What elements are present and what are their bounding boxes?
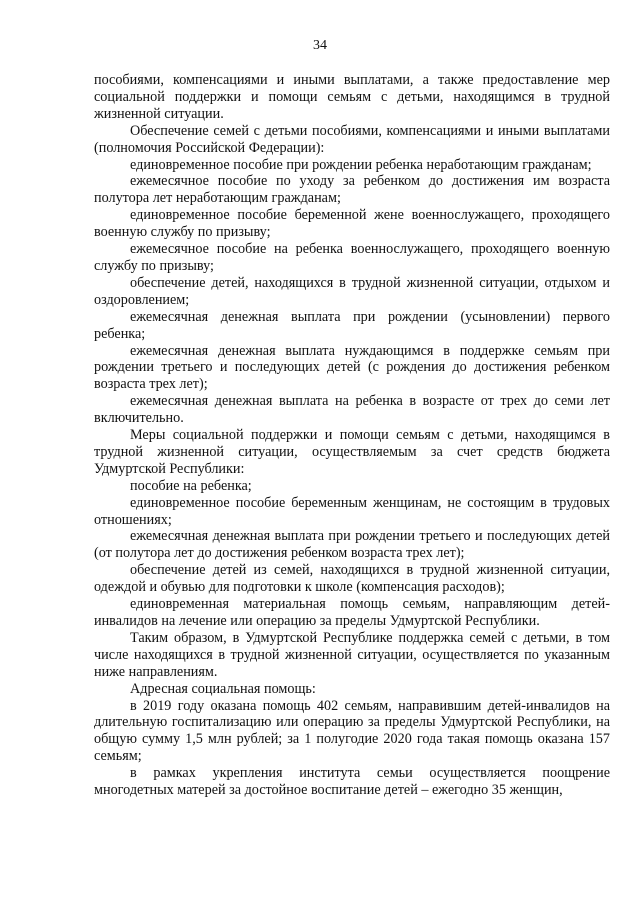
paragraph: Таким образом, в Удмуртской Республике поддержка семей с детьми, в том числе находящихся в трудной жизненной ситуации, осуществляется по указанным ниже направлениям. bbox=[94, 629, 610, 680]
list-item: единовременное пособие беременным женщинам, не состоящим в трудовых отношениях; bbox=[94, 494, 610, 528]
list-item: ежемесячное пособие по уходу за ребенком до достижения им возраста полутора лет неработающим гражданам; bbox=[94, 173, 610, 207]
list-item: ежемесячная денежная выплата нуждающимся в поддержке семьям при рождении третьего и последующих детей (с рождения до достижения ребенком возраста трех лет); bbox=[94, 342, 610, 393]
list-item: пособие на ребенка; bbox=[130, 477, 252, 494]
page-number: 34 bbox=[313, 38, 327, 53]
body-text bbox=[94, 72, 610, 799]
list-item: обеспечение детей из семей, находящихся в трудной жизненной ситуации, одеждой и обувью для подготовки к школе (компенсация расходов); bbox=[94, 562, 610, 596]
paragraph: Адресная социальная помощь: bbox=[130, 680, 316, 697]
list-item: ежемесячная денежная выплата при рождении (усыновлении) первого ребенка; bbox=[94, 308, 610, 342]
list-item: в рамках укрепления института семьи осуществляется поощрение многодетных матерей за достойное воспитание детей – ежегодно 35 женщин, bbox=[94, 765, 610, 799]
list-item: единовременное пособие при рождении ребенка неработающим гражданам; bbox=[130, 156, 592, 173]
paragraph: Обеспечение семей с детьми пособиями, компенсациями и иными выплатами (полномочия Российской Федерации): bbox=[94, 122, 610, 156]
list-item: ежемесячное пособие на ребенка военнослужащего, проходящего военную службу по призыву; bbox=[94, 241, 610, 274]
list-item: единовременная материальная помощь семьям, направляющим детей-инвалидов на лечение или операцию за пределы Удмуртской Республики. bbox=[94, 596, 610, 629]
paragraph: Меры социальной поддержки и помощи семьям с детьми, находящимся в трудной жизненной ситуации, осуществляемым за счет средств бюджета Удмуртской Республики: bbox=[94, 427, 610, 477]
list-item: обеспечение детей, находящихся в трудной жизненной ситуации, отдыхом и оздоровлением; bbox=[94, 274, 610, 308]
list-item: ежемесячная денежная выплата на ребенка в возрасте от трех до семи лет включительно. bbox=[94, 393, 610, 427]
list-item: ежемесячная денежная выплата при рождении третьего и последующих детей (от полутора лет до достижения ребенком возраста трех лет); bbox=[94, 528, 610, 562]
list-item: единовременное пособие беременной жене военнослужащего, проходящего военную службу по призыву; bbox=[94, 207, 610, 241]
paragraph: пособиями, компенсациями и иными выплатами, а также предоставление мер социальной поддержки и помощи семьям с детьми, находящимся в трудной жизненной ситуации. bbox=[94, 72, 610, 122]
list-item: в 2019 году оказана помощь 402 семьям, направившим детей-инвалидов на длительную госпитализацию или операцию за пределы Удмуртской Республики, на общую сумму 1,5 млн рублей; за 1 полугодие 2020 года такая помощь оказана 157 семьям; bbox=[94, 697, 610, 765]
